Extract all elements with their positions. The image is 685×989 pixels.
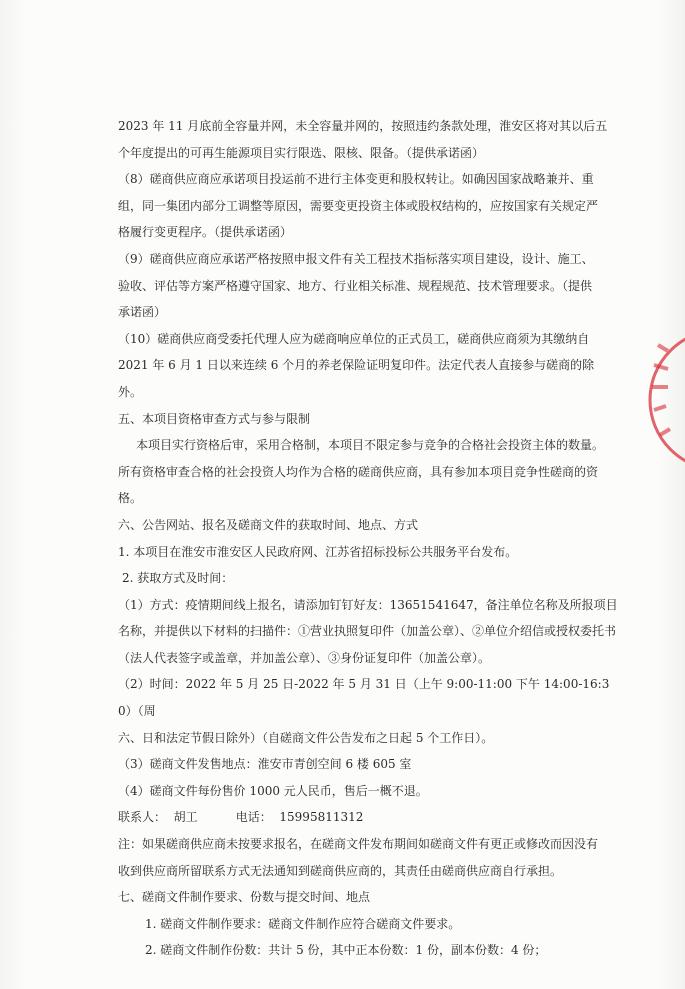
- text-line: 2021 年 6 月 1 日以来连续 6 个月的养老保险证明复印件。法定代表人直接参与磋商的除外。: [118, 358, 595, 399]
- text-line: 承诺函）: [118, 305, 167, 320]
- document-body: [118, 113, 618, 964]
- section-heading-5: 五、本项目资格审查方式与参与限制: [118, 411, 311, 426]
- text-line: 2. 磋商文件制作份数：共计 5 份，其中正本份数：1 份，副本份数：4 份；: [145, 943, 547, 958]
- text-line: 所有资格审查合格的社会投资人均作为合格的磋商供应商，具有参加本项目竞争性磋商的资: [118, 464, 599, 479]
- text-line: 1. 本项目在淮安市淮安区人民政府网、江苏省招标投标公共服务平台发布。: [118, 544, 518, 559]
- text-line: 名称，并提供以下材料的扫描件：①营业执照复印件（加盖公章）、②单位介绍信或授权委托书: [118, 624, 617, 639]
- section-heading-7: 七、磋商文件制作要求、份数与提交时间、地点: [118, 890, 371, 905]
- text-line: 本项目实行资格后审，采用合格制，本项目不限定参与竞争的合格社会投资主体的数量。: [136, 438, 605, 453]
- text-line: 2. 获取方式及时间：: [122, 571, 234, 586]
- text-line: 格履行变更程序。（提供承诺函）: [118, 225, 293, 240]
- red-seal-stamp: [640, 325, 685, 475]
- text-line: 个年度提出的可再生能源项目实行限选、限核、限备。（提供承诺函）: [118, 145, 485, 160]
- text-line: 注：如果磋商供应商未按要求报名，在磋商文件发布期间如磋商文件有更正或修改而因没有: [118, 837, 599, 852]
- text-line: 验收、评估等方案严格遵守国家、地方、行业相关标准、规程规范、技术管理要求。（提供: [118, 278, 593, 293]
- section-heading-6: 六、公告网站、报名及磋商文件的获取时间、地点、方式: [118, 517, 419, 532]
- text-line: 1. 磋商文件制作要求：磋商文件制作应符合磋商文件要求。: [145, 916, 461, 931]
- text-line: 格。: [118, 491, 143, 506]
- text-line: （2）时间：2022 年 5 月 25 日-2022 年 5 月 31 日（上午 9:00-11:00 下午 14:00-16:30）（周: [118, 677, 610, 719]
- text-line: （9）磋商供应商应承诺严格按照申报文件有关工程技术指标落实项目建设，设计、施工、: [118, 251, 594, 266]
- text-line: （法人代表签字或盖章，并加盖公章）、③身份证复印件（加盖公章）。: [118, 650, 491, 665]
- contact-line: 联系人： 胡工 电话： 15995811312: [118, 810, 364, 825]
- text-line: 2023 年 11 月底前全容量并网，未全容量并网的，按照违约条款处理，淮安区将对其以后五: [118, 119, 608, 133]
- text-line: （3）磋商文件发售地点：淮安市青创空间 6 楼 605 室: [118, 757, 412, 772]
- text-line: （10）磋商供应商受委托代理人应为磋商响应单位的正式员工，磋商供应商须为其缴纳自: [118, 331, 590, 346]
- text-line: （4）磋商文件每份售价 1000 元人民币，售后一概不退。: [118, 783, 428, 798]
- text-line: 六、日和法定节假日除外）（自磋商文件公告发布之日起 5 个工作日）。: [118, 730, 494, 745]
- text-line: （8）磋商供应商应承诺项目投运前不进行主体变更和股权转让。如确因国家战略兼并、重: [118, 172, 594, 187]
- text-line: （1）方式：疫情期间线上报名，请添加钉钉好友：13651541647，备注单位名称及所报项目: [118, 597, 618, 612]
- text-line: 组，同一集团内部分工调整等原因，需要变更投资主体或股权结构的，应按国家有关规定严: [118, 198, 599, 213]
- text-line: 收到供应商所留联系方式无法通知到磋商供应商的，其责任由磋商供应商自行承担。: [118, 863, 563, 878]
